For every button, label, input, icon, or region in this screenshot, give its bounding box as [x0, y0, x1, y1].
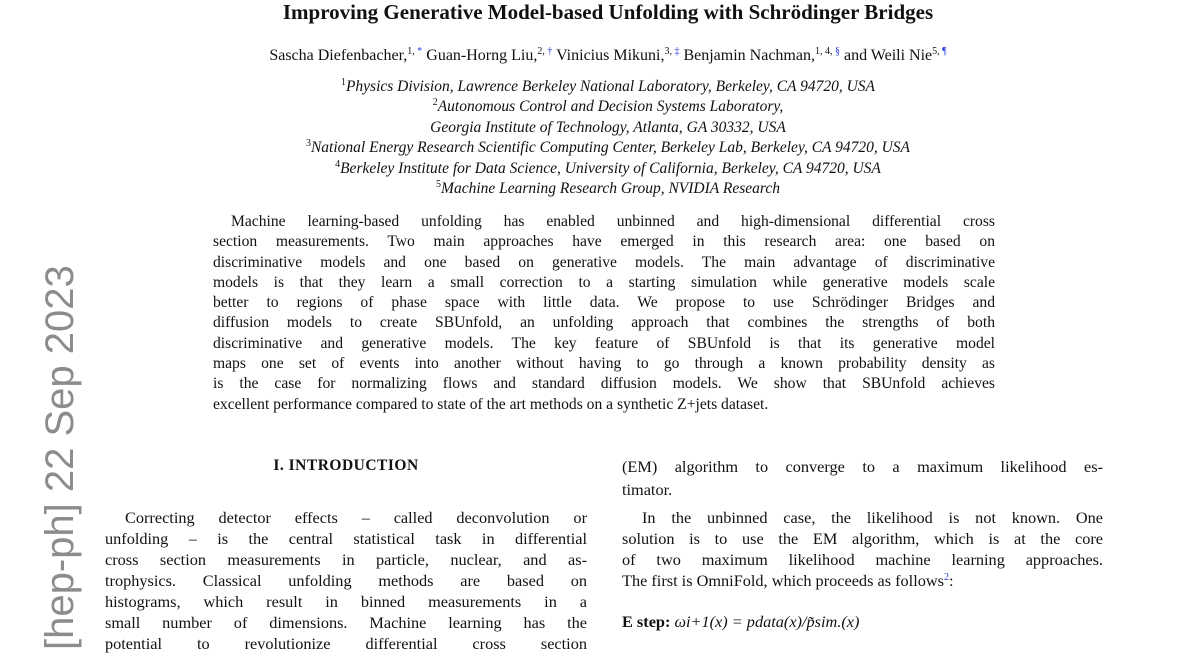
- paper-title: Improving Generative Model-based Unfolding with Schrödinger Bridges: [282, 0, 934, 24]
- footnote-link[interactable]: *: [417, 46, 423, 57]
- footnote-link[interactable]: ‡: [674, 46, 680, 57]
- abstract-line: excellent performance compared to state of the art methods on a synthetic Z+jets dataset.: [213, 395, 769, 413]
- author: Vinicius Mikuni,$^{3,}$ ‡: [556, 46, 680, 64]
- section-heading: I. INTRODUCTION: [273, 457, 419, 474]
- abstract: [213, 212, 995, 415]
- affiliation: $^2$Autonomous Control and Decision Systems Laboratory,: [432, 97, 784, 116]
- text-line: The first is OmniFold, which proceeds as follows$^2$:: [622, 571, 954, 590]
- affiliation: $^5$Machine Learning Research Group, NVIDIA Research: [436, 179, 780, 198]
- abstract-line: Machine learning-based unfolding has enabled unbinned and high-dimensional differential cross: [231, 213, 995, 230]
- text-line: Correcting detector effects – called deconvolution or: [125, 508, 587, 527]
- text-line: trophysics. Classical unfolding methods are based on: [105, 571, 587, 590]
- abstract-line: discriminative models and one based on generative models. The main advantage of discriminative: [213, 253, 995, 271]
- author: and Weili Nie$^{5,}$ ¶: [843, 46, 947, 64]
- e-step-label: E step:: [622, 612, 671, 631]
- text-line: timator.: [622, 480, 673, 499]
- text-line: small number of dimensions. Machine learning has the: [105, 613, 587, 632]
- footnote-link[interactable]: ¶: [942, 46, 947, 57]
- e-step-formula: ωi+1(x) = pdata(x)/p̃sim.(x): [674, 612, 860, 631]
- footnote-link[interactable]: †: [547, 46, 553, 57]
- abstract-line: is the case for normalizing flows and standard diffusion models. We show that SBUnfold achieves: [213, 375, 995, 393]
- abstract-line: models is that they learn a small correction to a starting simulation while generative models scale: [213, 273, 995, 291]
- text-line: In the unbinned case, the likelihood is not known. One: [642, 508, 1103, 527]
- footnote-link[interactable]: §: [834, 46, 840, 57]
- right-column: [622, 456, 1103, 591]
- text-line: potential to revolutionize differential cross section: [105, 634, 587, 653]
- affiliation: $^3$National Energy Research Scientific Computing Center, Berkeley Lab, Berkeley, CA 94720, USA: [305, 138, 911, 157]
- abstract-line: diffusion models to create SBUnfold, an unfolding approach that combines the strengths of both: [213, 314, 995, 332]
- text-line: histograms, which result in binned measurements in a: [105, 592, 587, 611]
- abstract-line: maps one set of events into another without having to go through a known probability density as: [213, 355, 995, 373]
- abstract-line: discriminative and generative models. The key feature of SBUnfold is that its generative model: [213, 334, 995, 352]
- text-line: (EM) algorithm to converge to a maximum likelihood es-: [622, 457, 1103, 476]
- text-line: of two maximum likelihood machine learning approaches.: [622, 550, 1103, 569]
- left-column: [105, 507, 587, 654]
- affiliation: $^4$Berkeley Institute for Data Science, University of California, Berkeley, CA 94720, USA: [335, 158, 881, 177]
- author: Benjamin Nachman,$^{1, 4,}$ §: [683, 46, 840, 64]
- text-line: cross section measurements in particle, nuclear, and as-: [105, 550, 587, 569]
- text-line: unfolding – is the central statistical task in differential: [105, 529, 587, 548]
- affiliation: $^1$Physics Division, Lawrence Berkeley National Laboratory, Berkeley, CA 94720, USA: [340, 77, 876, 95]
- abstract-line: better to regions of phase space with little data. We propose to use Schrödinger Bridges and: [213, 294, 995, 312]
- author: Guan-Horng Liu,$^{2,}$ †: [426, 46, 553, 64]
- affiliation: Georgia Institute of Technology, Atlanta, GA 30332, USA: [430, 118, 786, 136]
- e-step-equation: [622, 611, 859, 632]
- abstract-line: section measurements. Two main approaches have emerged in this research area: one based on: [213, 233, 995, 251]
- text-line: solution is to use the EM algorithm, which is at the core: [622, 529, 1103, 548]
- author: Sascha Diefenbacher,$^{1,}$ *: [269, 46, 423, 64]
- arxiv-watermark: [hep-ph] 22 Sep 2023: [38, 265, 82, 650]
- affiliations: [0, 77, 1200, 199]
- author-list: [0, 46, 1200, 66]
- footnote-link[interactable]: 2: [943, 572, 949, 583]
